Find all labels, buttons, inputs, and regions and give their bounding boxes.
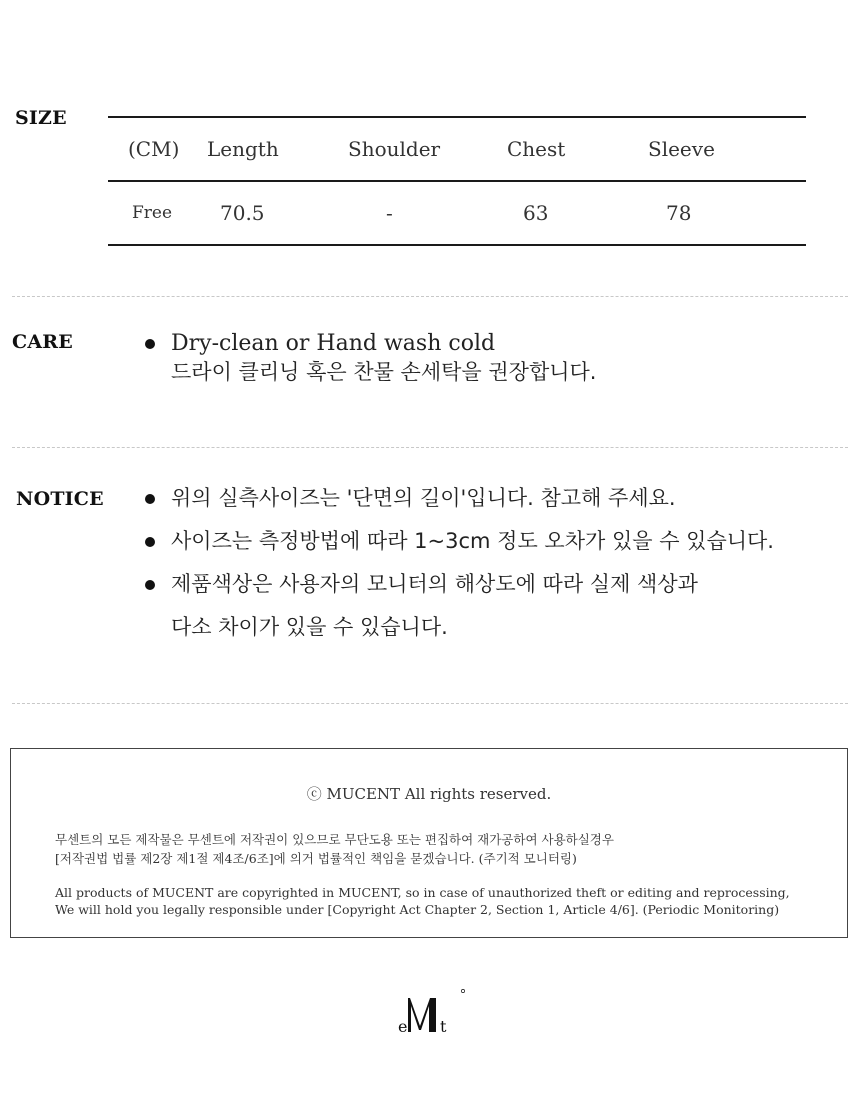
mucent-logo-icon xyxy=(396,988,468,1038)
notice-text: 사이즈는 측정방법에 따라 1~3cm 정도 오차가 있을 수 있습니다. xyxy=(171,529,774,553)
copyright-kr-line2: [저작권법 법률 제2장 제1절 제4조/6조]에 의거 법률적인 책임을 묻겠습니다. (주기적 모니터링) xyxy=(55,851,577,866)
divider xyxy=(12,447,848,448)
list-item xyxy=(145,330,596,386)
svg-text:e: e xyxy=(398,1017,408,1036)
header-length: Length xyxy=(207,137,279,161)
header-sleeve: Sleeve xyxy=(648,137,715,161)
row-chest: 63 xyxy=(523,201,549,225)
notice-text: 위의 실측사이즈는 '단면의 길이'입니다. 참고해 주세요. xyxy=(171,486,676,510)
care-text-en: Dry-clean or Hand wash cold xyxy=(171,331,496,356)
care-label: CARE xyxy=(12,331,73,353)
bullet-icon xyxy=(145,580,155,590)
size-table xyxy=(108,116,806,246)
divider xyxy=(12,296,848,297)
bullet-icon xyxy=(145,494,155,504)
notice-text: 제품색상은 사용자의 모니터의 해상도에 따라 실제 색상과 xyxy=(171,572,698,596)
notice-text-continued: 다소 차이가 있을 수 있습니다. xyxy=(171,615,448,639)
copyright-en-line2: We will hold you legally responsible under [Copyright Act Chapter 2, Section 1, Article 4/6]. (Periodic Monitoring) xyxy=(55,902,780,917)
row-sleeve: 78 xyxy=(666,201,692,225)
table-row xyxy=(108,182,806,244)
svg-text:t: t xyxy=(440,1017,447,1036)
row-length: 70.5 xyxy=(220,201,265,225)
copyright-title: ⓒ MUCENT All rights reserved. xyxy=(306,785,552,803)
bullet-icon xyxy=(145,537,155,547)
copyright-kr-line1: 무센트의 모든 제작물은 무센트에 저작권이 있으므로 무단도용 또는 편집하여 재가공하여 사용하실경우 xyxy=(55,832,614,847)
list-item xyxy=(145,477,774,520)
row-shoulder: - xyxy=(386,201,393,225)
copyright-box xyxy=(10,748,848,938)
header-chest: Chest xyxy=(507,137,566,161)
table-bottom-rule xyxy=(108,244,806,246)
header-shoulder: Shoulder xyxy=(348,137,441,161)
table-header-row xyxy=(108,118,806,180)
divider xyxy=(12,703,848,704)
notice-list xyxy=(145,477,774,649)
list-item xyxy=(145,520,774,563)
notice-label: NOTICE xyxy=(16,488,104,510)
list-item xyxy=(145,563,774,649)
care-text-kr: 드라이 클리닝 혹은 찬물 손세탁을 권장합니다. xyxy=(171,360,597,384)
copyright-en-line1: All products of MUCENT are copyrighted in MUCENT, so in case of unauthorized theft or editing and reprocessing, xyxy=(55,885,790,900)
care-list xyxy=(145,330,596,386)
bullet-icon xyxy=(145,339,155,349)
header-unit: (CM) xyxy=(128,137,180,161)
size-label: SIZE xyxy=(15,107,67,129)
row-size-name: Free xyxy=(132,203,173,223)
